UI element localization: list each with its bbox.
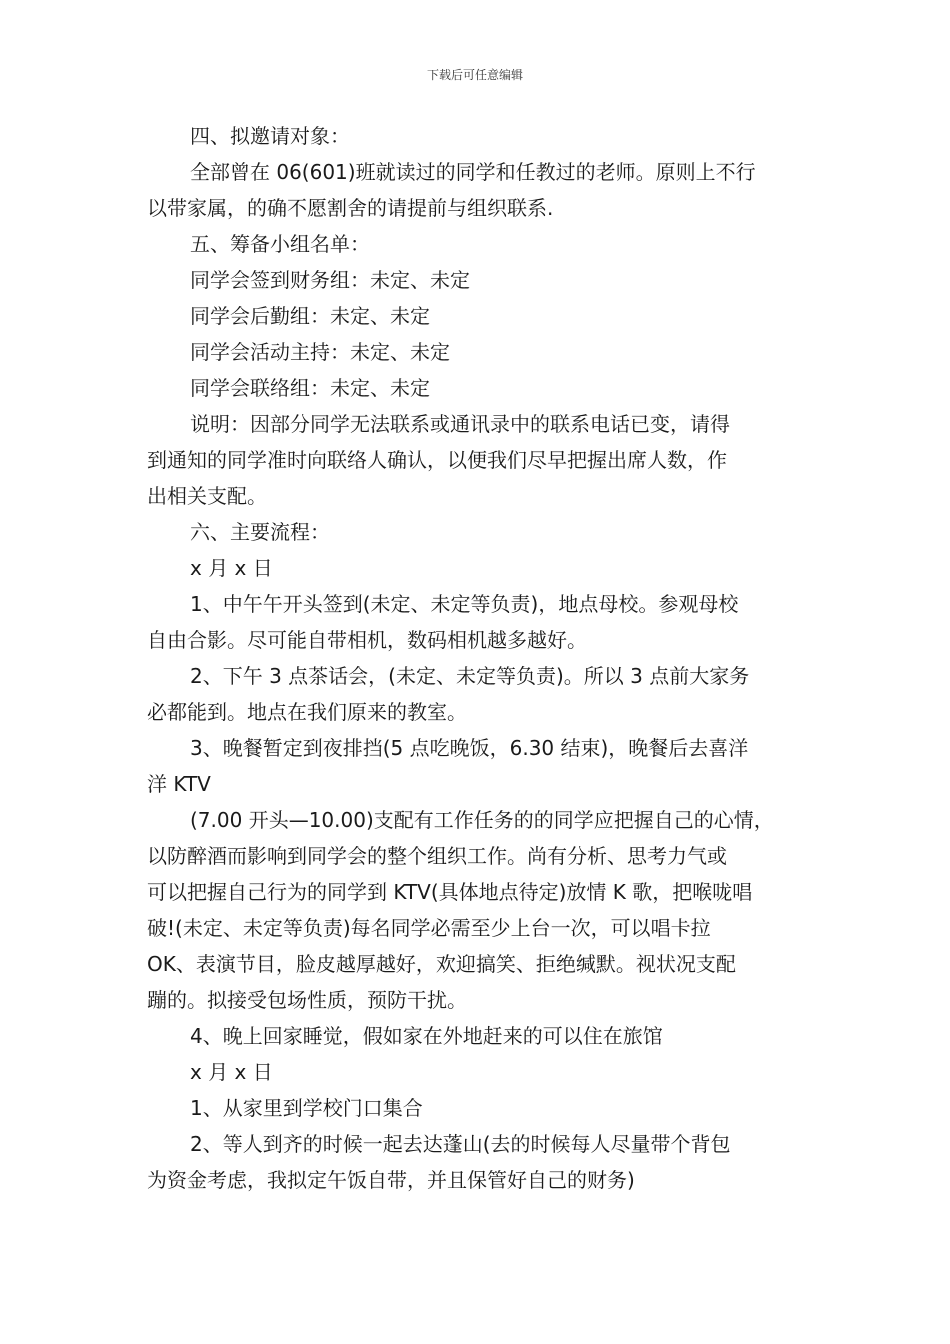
text-line: (7.00 开头—10.00)支配有工作任务的的同学应把握自己的心情， (190, 808, 774, 832)
text-line: 自由合影。尽可能自带相机，数码相机越多越好。 (147, 628, 587, 652)
text-line: 1、中午午开头签到(未定、未定等负责)，地点母校。参观母校 (190, 592, 739, 616)
document-body (147, 118, 815, 1198)
text-line: x 月 x 日 (190, 556, 273, 580)
text-line: 破!(未定、未定等负责)每名同学必需至少上台一次，可以唱卡拉 (147, 916, 711, 940)
page-header: 下载后可任意编辑 (426, 68, 523, 82)
text-line: 2、下午 3 点茶话会，(未定、未定等负责)。所以 3 点前大家务 (190, 664, 750, 688)
text-line: 蹦的。拟接受包场性质，预防干扰。 (147, 988, 467, 1012)
text-line: x 月 x 日 (190, 1060, 273, 1084)
text-line: 必都能到。地点在我们原来的教室。 (147, 700, 467, 724)
text-line: 1、从家里到学校门口集合 (190, 1096, 423, 1120)
text-line: 3、晚餐暂定到夜排挡(5 点吃晚饭，6.30 结束)，晚餐后去喜洋 (190, 736, 749, 760)
text-line: 洋 KTV (147, 772, 211, 796)
text-line: 同学会活动主持：未定、未定 (190, 340, 450, 364)
text-line: 四、拟邀请对象： (190, 124, 350, 148)
text-line: 到通知的同学准时向联络人确认，以便我们尽早把握出席人数，作 (147, 448, 727, 472)
text-line: 说明：因部分同学无法联系或通讯录中的联系电话已变，请得 (190, 412, 730, 436)
text-line: 同学会后勤组：未定、未定 (190, 304, 430, 328)
text-line: OK、表演节目，脸皮越厚越好，欢迎搞笑、拒绝缄默。视状况支配 (147, 952, 736, 976)
text-line: 为资金考虑，我拟定午饭自带，并且保管好自己的财务) (147, 1168, 635, 1192)
text-line: 同学会联络组：未定、未定 (190, 376, 430, 400)
text-line: 五、筹备小组名单： (190, 232, 370, 256)
text-line: 以防醉酒而影响到同学会的整个组织工作。尚有分析、思考力气或 (147, 844, 727, 868)
text-line: 4、晚上回家睡觉，假如家在外地赶来的可以住在旅馆 (190, 1024, 663, 1048)
text-line: 出相关支配。 (147, 484, 267, 508)
text-line: 可以把握自己行为的同学到 KTV(具体地点待定)放情 K 歌，把喉咙唱 (147, 880, 753, 904)
text-line: 全部曾在 06(601)班就读过的同学和任教过的老师。原则上不行 (190, 160, 756, 184)
text-line: 以带家属，的确不愿割舍的请提前与组织联系. (147, 196, 554, 220)
text-line: 六、主要流程： (190, 520, 330, 544)
text-line: 同学会签到财务组：未定、未定 (190, 268, 470, 292)
text-line: 2、等人到齐的时候一起去达蓬山(去的时候每人尽量带个背包 (190, 1132, 731, 1156)
